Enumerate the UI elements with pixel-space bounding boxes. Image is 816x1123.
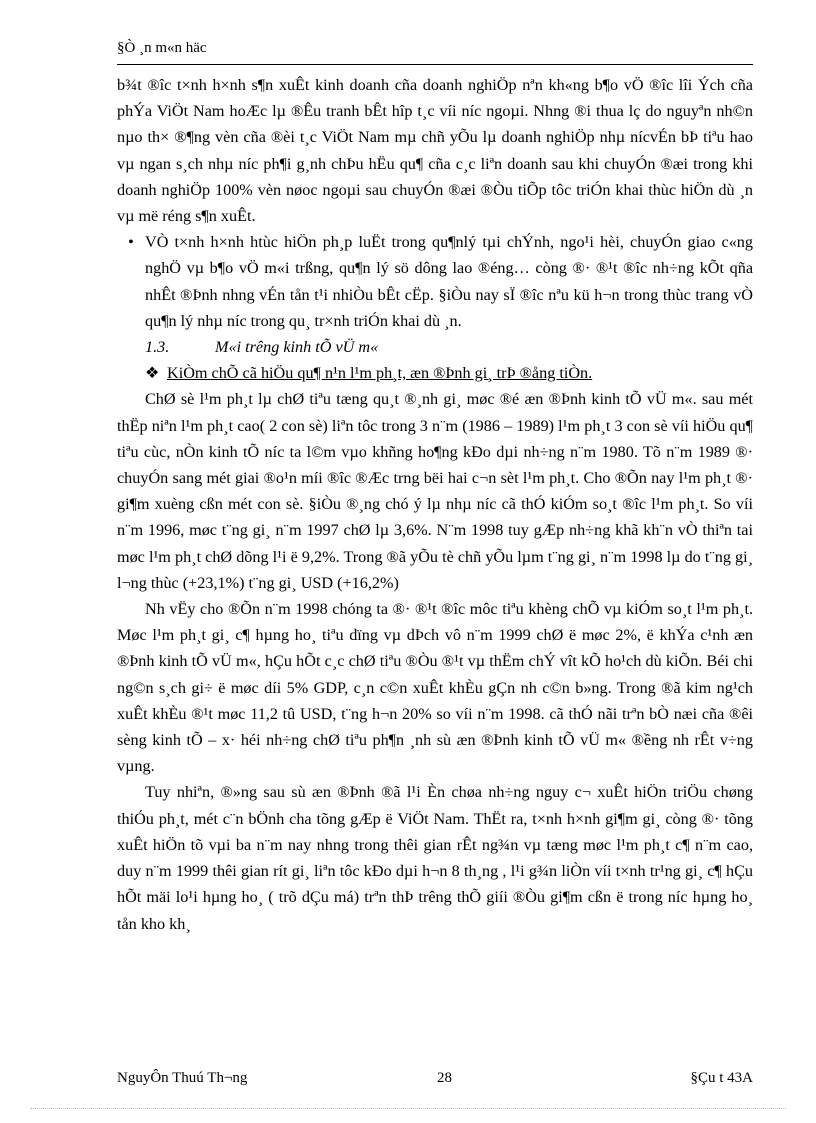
footer-author: NguyÔn Thuú Th¬ng (117, 1070, 248, 1086)
subsection-heading (117, 360, 753, 386)
header-title: §Ò ¸n m«n häc (117, 40, 207, 56)
footer-class: §Çu t 43A (690, 1070, 753, 1086)
section-number: 1.3. (145, 338, 170, 357)
page-footer (117, 1070, 753, 1094)
subsection-title: KiÒm chÕ cã hiÖu qu¶ n¹n l¹m ph¸t, æn ®Þnh gi¸ trÞ ®ång tiÒn. (167, 364, 593, 383)
paragraph-5: Tuy nhiªn, ®»ng sau sù æn ®Þnh ®ã l¹i Èn chøa nh÷ng nguy c¬ xuÊt hiÖn triÖu chøng thiÓu ph¸t, mét c¨n bÖnh cha tõng gÆp ë ViÖt Nam. ThËt ra, t×nh h×nh gi¶m gi¸ còng ®· tõng xuÊt hiÖn tõ vµi ba n¨m nay nhng trong thêi gian rÊt ng¾n vµ tæng møc l¹m ph¸t c¶ n¨m cao, duy n¨m 1999 thêi gian rít gi¸ liªn tôc kÐo dµi h¬n 8 th¸ng , l¹i g¾n liÒn víi t×nh tr¹ng gi¸ c¶ hÇu hÕt mäi lo¹i hµng ho¸ ( trõ dÇu má) trªn thÞ trêng thÕ giíi ®Òu gi¶m cßn ë trong níc hµng ho¸ tån kho kh¸ (117, 783, 753, 933)
page-header (117, 40, 753, 65)
paragraph-1: b¾t ®îc t×nh h×nh s¶n xuÊt kinh doanh cña doanh nghiÖp nªn kh«ng b¶o vÖ ®îc lîi Ých cña phÝa ViÖt Nam hoÆc lµ ®Êu tranh bÊt hîp t¸c víi níc ngoµi. Nhng ®i thua lç do nguyªn nh©n nµo th× ®¶ng vèn cña ®èi t¸c ViÖt Nam mµ chñ yÕu lµ doanh nghiÖp nhµ nícvÉn bÞ tiªu hao vµ ngan s¸ch nhµ níc ph¶i g¸nh chÞu hËu qu¶ cña c¸c liªn doanh sau khi chuyÓn ®æi trong khi doanh nghiÖp 100% vèn nøoc ngoµi sau chuyÓn ®æi ®Òu tiÕp tôc triÓn khai thùc hiÖn dù ¸n vµ më réng s¶n xuÊt. (117, 76, 753, 226)
diamond-bullet-icon: ❖ (145, 364, 160, 383)
paragraph-2: VÒ t×nh h×nh htùc hiÖn ph¸p luËt trong qu¶nlý tµi chÝnh, ngo¹i hèi, chuyÓn giao c«ng nghÖ vµ b¶o vÖ m«i trßng, qu¶n lý sö dông lao ®éng… còng ®· ®¹t ®îc nh÷ng kÕt qña nhÊt ®Þnh nhng vÉn tån t¹i nhiÒu bÊt cËp. §iÒu nay sÏ ®îc nªu kü h¬n trong thùc trang vÒ qu¶n lý nhµ níc trong qu¸ tr×nh triÓn khai dù ¸n. (145, 233, 753, 330)
section-heading (117, 334, 753, 360)
paragraph-3: ChØ sè l¹m ph¸t lµ chØ tiªu tæng qu¸t ®¸nh gi¸ møc ®é æn ®Þnh kinh tÕ vÜ m«. sau mét thËp niªn l¹m ph¸t cao( 2 con sè) liªn tôc trong 3 n¨m (1986 – 1989) l¹m ph¸t 3 con sè víi hiÖu qu¶ tiªu cùc, nÒn kinh tÕ níc ta l©m vµo khñng ho¶ng kÐo dµi nh÷ng n¨m 1980. Tõ n¨m 1989 ®· chuyÓn sang mét giai ®o¹n míi ®îc ®Æc trng bëi hai c¬n sèt l¹m ph¸t. Cho ®Õn nay l¹m ph¸t ®· gi¶m xuèng cßn mét con sè. §iÒu ®¸ng chó ý lµ nhµ níc cã thÓ kiÓm so¸t ®îc l¹m ph¸t. So víi n¨m 1996, møc t¨ng gi¸ n¨m 1997 chØ lµ 3,6%. N¨m 1998 tuy gÆp nh÷ng khã kh¨n vÒ thiªn tai møc l¹m ph¸t chØ dõng l¹i ë 9,2%. Trong ®ã yÕu tè chñ yÕu lµm t¨ng gi¸ n¨m 1998 lµ do t¨ng gi¸ l¬ng thùc (+23,1%) t¨ng gi¸ USD (+16,2%) (117, 390, 753, 592)
section-title: M«i trêng kinh tÕ vÜ m« (215, 338, 379, 357)
page-number: 28 (437, 1070, 452, 1086)
paragraph-4: Nh vËy cho ®Õn n¨m 1998 chóng ta ®· ®¹t ®îc môc tiªu khèng chÕ vµ kiÓm so¸t l¹m ph¸t. Møc l¹m ph¸t gi¸ c¶ hµng ho¸ tiªu dïng vµ dÞch vô n¨m 1999 chØ ë møc 2%, ë khÝa c¹nh æn ®Þnh kinh tÕ vÜ m«, hÇu hÕt c¸c chØ tiªu ®Òu ®¹t vµ thËm chÝ vît kÕ ho¹ch dù kiÕn. Béi chi ng©n s¸ch gi÷ ë møc díi 5% GDP, c¸n c©n xuÊt khÈu gÇn nh c©n b»ng. Trong ®ã kim ng¹ch xuÊt khÈu ®¹t møc 11,2 tû USD, t¨ng h¬n 20% so víi n¨m 1998. cã thÓ nãi trªn bÒ næi cña ®êi sèng kinh tÕ – x· héi nh÷ng chØ tiªu ph¶n ¸nh sù æn ®Þnh kinh tÕ vÜ m« ®ềng nh rÊt v÷ng vµng. (117, 600, 753, 776)
bottom-divider (30, 1108, 786, 1109)
page-body (117, 72, 753, 937)
bullet-dot-icon: • (128, 233, 134, 252)
bullet-paragraph (117, 229, 753, 334)
